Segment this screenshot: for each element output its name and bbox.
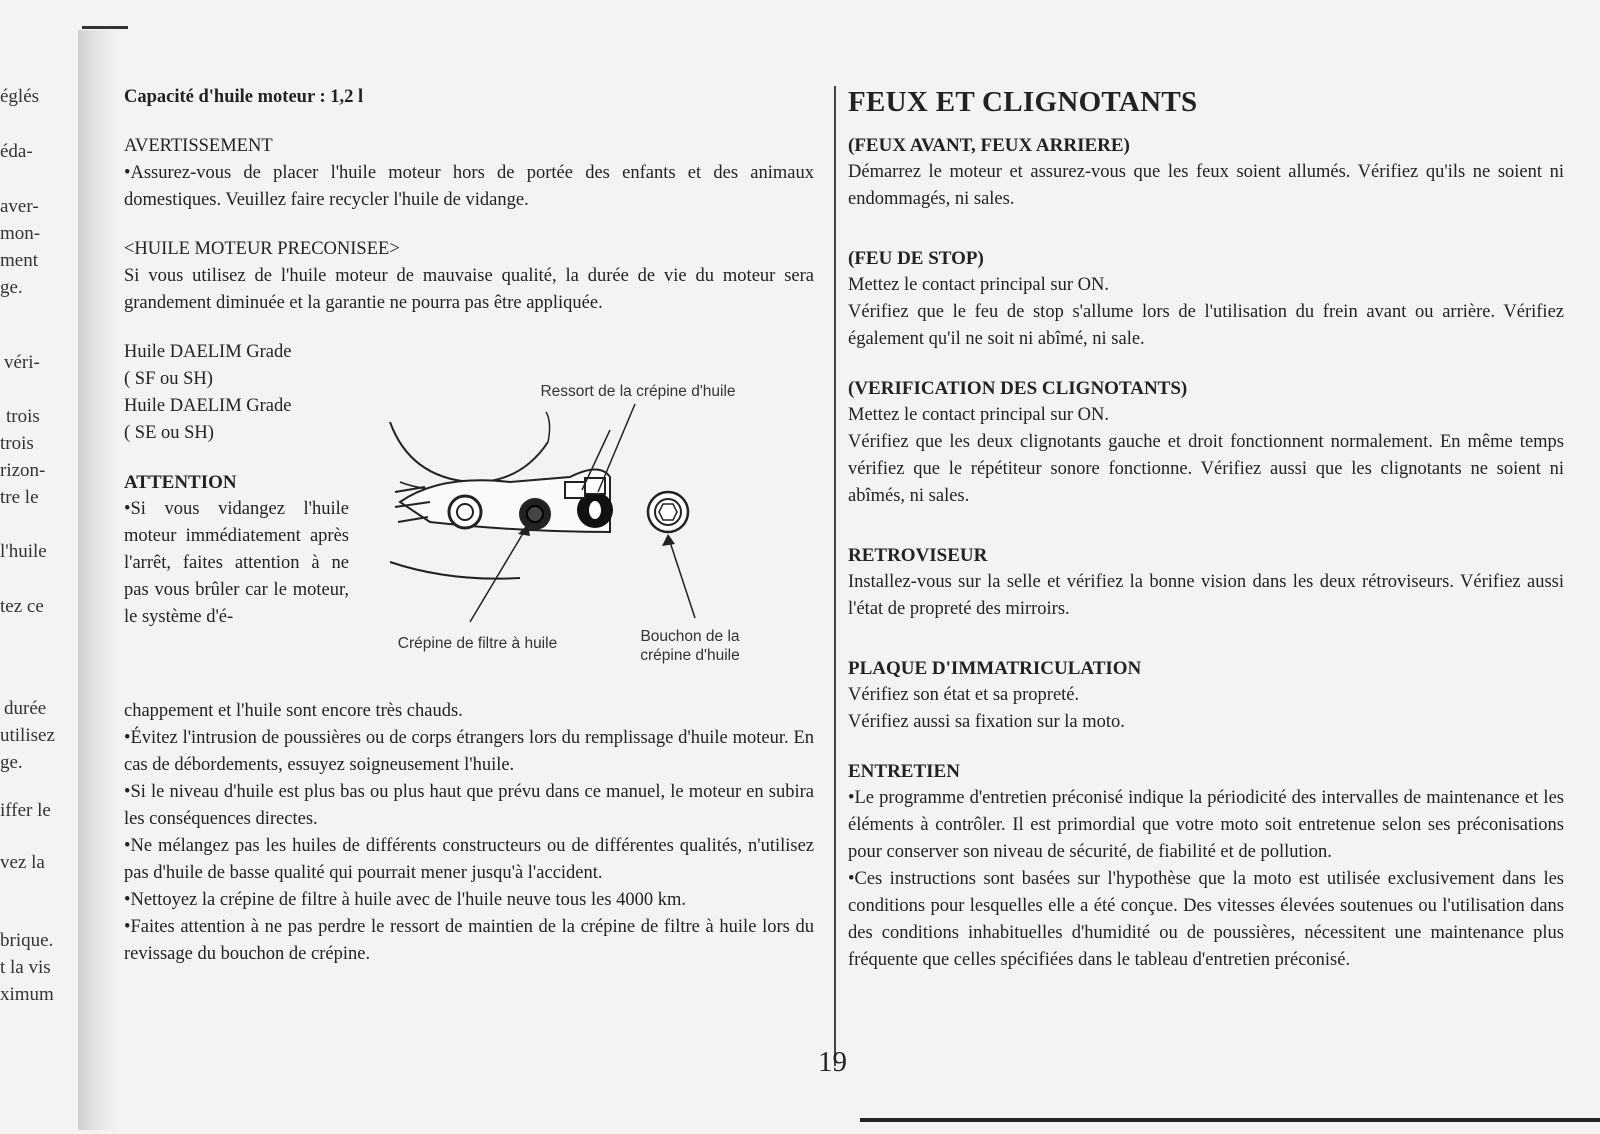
prev-fragment: rizon- <box>0 460 46 481</box>
subsection-heading: (VERIFICATION DES CLIGNOTANTS) <box>848 378 1188 399</box>
subsection-heading: ENTRETIEN <box>848 761 960 782</box>
cap-label-line: Bouchon de la <box>640 628 740 645</box>
cap-label <box>615 627 765 665</box>
prev-fragment: l'huile <box>0 541 47 562</box>
attention-title: ATTENTION <box>124 472 237 493</box>
previous-page-edge <box>0 0 80 1134</box>
subsection-heading: PLAQUE D'IMMATRICULATION <box>848 658 1142 679</box>
prev-fragment: ximum <box>0 984 54 1005</box>
subsection-text: •Ces instructions sont basées sur l'hypothèse que la moto est utilisée exclusivement dans les conditions pour lesquelles elle a été conçue. Des vitesses élevées soutenues ou l'utilisation dans des conditions inhabituelles d'humidité ou de poussières, nécessitent une maintenance plus fréquente que celles spécifiées dans le tableau d'entretien préconisé. <box>848 869 1564 970</box>
strainer-label: Crépine de filtre à huile <box>397 635 558 652</box>
grade-line: Huile DAELIM Grade <box>124 342 292 362</box>
page-number: 19 <box>818 1046 847 1078</box>
attention-continued: chappement et l'huile sont encore très chauds. <box>124 701 463 721</box>
section-title: FEUX ET CLIGNOTANTS <box>848 86 1198 118</box>
cap-label-line: crépine d'huile <box>640 647 740 664</box>
grade-line: ( SE ou SH) <box>124 423 214 443</box>
prev-fragment: tre le <box>0 487 39 508</box>
prev-fragment: vez la <box>0 852 45 873</box>
subsection-text: Démarrez le moteur et assurez-vous que les feux soient allumés. Vérifiez qu'ils ne soient ni endommagés, ni sales. <box>848 162 1564 209</box>
binding-mark <box>82 26 128 29</box>
subsection-text: Installez-vous sur la selle et vérifiez la bonne vision dans les deux rétroviseurs. Vérifiez aussi l'état de propreté des mirroirs. <box>848 572 1564 619</box>
prev-fragment: utilisez <box>0 725 55 746</box>
grade-line: ( SF ou SH) <box>124 369 213 389</box>
oil-capacity: Capacité d'huile moteur : 1,2 l <box>124 87 364 107</box>
bottom-rule <box>860 1118 1600 1122</box>
recommended-oil-title: <HUILE MOTEUR PRECONISEE> <box>124 239 400 259</box>
prev-fragment: brique. <box>0 930 54 951</box>
subsection-text: Vérifiez aussi sa fixation sur la moto. <box>848 712 1125 732</box>
subsection-heading: (FEU DE STOP) <box>848 248 984 269</box>
prev-fragment: trois <box>6 406 40 427</box>
prev-fragment: durée <box>4 698 47 719</box>
prev-fragment: iffer le <box>0 800 51 821</box>
subsection-text: Vérifiez que les deux clignotants gauche et droit fonctionnent normalement. En même temps vérifiez que le répétiteur sonore fonctionne. Vérifiez aussi que les clignotants ne soient ni abîmés, ni sales. <box>848 432 1564 506</box>
subsection-text: Vérifiez que le feu de stop s'allume lors de l'utilisation du frein avant ou arrière. Vérifiez également qu'il ne soit ni abîmé, ni sale. <box>848 302 1564 349</box>
prev-fragment: églés <box>0 86 40 107</box>
attention-text: •Si vous vidangez l'huile moteur immédiatement après l'arrêt, faites attention à ne pas vous brûler car le moteur, le système d'é- <box>124 499 349 627</box>
recommended-oil-text: Si vous utilisez de l'huile moteur de mauvaise qualité, la durée de vie du moteur sera grandement diminuée et la garantie ne pourra pas être appliquée. <box>124 266 814 313</box>
subsection-text: Vérifiez son état et sa propreté. <box>848 685 1080 705</box>
subsection-text: Mettez le contact principal sur ON. <box>848 405 1109 425</box>
warning-text: •Assurez-vous de placer l'huile moteur hors de portée des enfants et des animaux domestiques. Veuillez faire recycler l'huile de vidange. <box>124 163 814 210</box>
bullet-item: •Évitez l'intrusion de poussières ou de corps étrangers lors du remplissage d'huile moteur. En cas de débordements, essuyez soigneusement l'huile. <box>124 728 814 775</box>
subsection-heading: RETROVISEUR <box>848 545 988 566</box>
prev-fragment: mon- <box>0 223 41 244</box>
oil-grade-block <box>124 339 349 447</box>
oil-strainer-diagram <box>370 382 790 682</box>
binding-shadow <box>78 30 120 1130</box>
bullet-item: •Si le niveau d'huile est plus bas ou plus haut que prévu dans ce manuel, le moteur en subira les conséquences directes. <box>124 782 814 829</box>
bullet-item: •Faites attention à ne pas perdre le ressort de maintien de la crépine de filtre à huile lors du revissage du bouchon de crépine. <box>124 917 814 964</box>
subsection-text: Mettez le contact principal sur ON. <box>848 275 1109 295</box>
prev-fragment: tez ce <box>0 596 44 617</box>
prev-fragment: trois <box>0 433 34 454</box>
warning-title: AVERTISSEMENT <box>124 136 273 156</box>
subsection-heading: (FEUX AVANT, FEUX ARRIERE) <box>848 135 1130 156</box>
left-bottom-text <box>124 698 814 968</box>
prev-fragment: t la vis <box>0 957 51 978</box>
column-separator <box>834 86 836 1066</box>
prev-fragment: aver- <box>0 196 39 217</box>
prev-fragment: éda- <box>0 141 33 162</box>
prev-fragment: ge. <box>0 752 23 773</box>
subsection-text: •Le programme d'entretien préconisé indique la périodicité des intervalles de maintenance et les éléments à contrôler. Il est primordial que votre moto soit entretenue selon ses préconisations pour conserver son niveau de sécurité, de fiabilité et de pollution. <box>848 788 1564 862</box>
prev-fragment: ment <box>0 250 38 271</box>
bullet-item: •Ne mélangez pas les huiles de différents constructeurs ou de différentes qualités, n'utilisez pas d'huile de basse qualité qui pourrait mener jusqu'à l'accident. <box>124 836 814 883</box>
prev-fragment: ge. <box>0 277 23 298</box>
bullet-item: •Nettoyez la crépine de filtre à huile avec de l'huile neuve tous les 4000 km. <box>124 890 687 910</box>
grade-line: Huile DAELIM Grade <box>124 396 292 416</box>
prev-fragment: véri- <box>4 352 40 373</box>
spring-label: Ressort de la crépine d'huile <box>540 383 736 400</box>
right-column <box>848 84 1564 974</box>
